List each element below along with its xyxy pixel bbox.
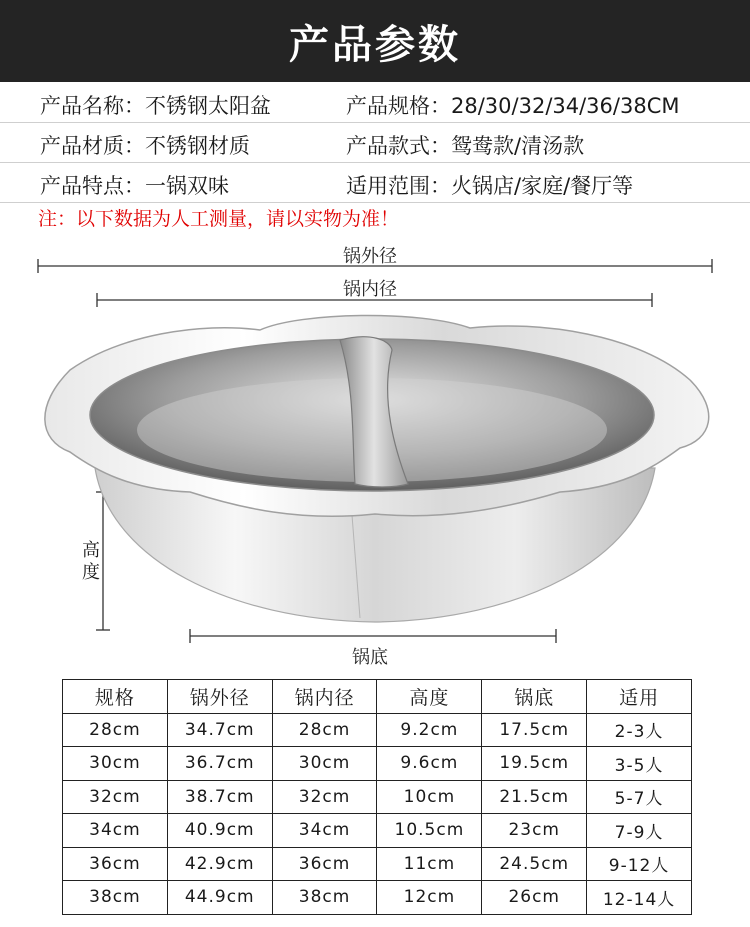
spec-material: 产品材质：不锈钢材质 [40, 134, 250, 158]
table-row [63, 780, 692, 814]
table-header: 适用 [587, 680, 692, 714]
table-header: 规格 [63, 680, 168, 714]
inner-diameter-label: 锅内径 [343, 279, 397, 300]
bottom-diameter-label: 锅底 [352, 647, 388, 668]
table-header: 锅外径 [167, 680, 272, 714]
table-cell: 28cm [272, 713, 377, 747]
table-cell: 23cm [482, 814, 587, 848]
table-cell: 34.7cm [167, 713, 272, 747]
table-row [63, 747, 692, 781]
outer-diameter-label: 锅外径 [343, 246, 397, 267]
height-line [96, 492, 110, 630]
spec-row [0, 122, 750, 163]
outer-diameter-line [38, 259, 712, 273]
table-cell: 9.6cm [377, 747, 482, 781]
table-cell: 17.5cm [482, 713, 587, 747]
table-cell: 26cm [482, 881, 587, 915]
table-cell: 12-14人 [587, 881, 692, 915]
spec-style: 产品款式：鸳鸯款/清汤款 [346, 134, 585, 158]
spec-row [0, 162, 750, 203]
table-cell: 34cm [272, 814, 377, 848]
table-cell: 24.5cm [482, 847, 587, 881]
table-header: 锅内径 [272, 680, 377, 714]
table-cell: 9-12人 [587, 847, 692, 881]
table-cell: 36cm [272, 847, 377, 881]
height-label-char: 度 [82, 562, 100, 583]
table-cell: 9.2cm [377, 713, 482, 747]
table-cell: 10cm [377, 780, 482, 814]
spec-product-size: 产品规格：28/30/32/34/36/38CM [346, 94, 680, 118]
bottom-line [190, 629, 556, 643]
table-cell: 44.9cm [167, 881, 272, 915]
table-header: 高度 [377, 680, 482, 714]
table-cell: 19.5cm [482, 747, 587, 781]
table-cell: 42.9cm [167, 847, 272, 881]
table-cell: 40.9cm [167, 814, 272, 848]
spec-row [0, 82, 750, 123]
table-cell: 30cm [63, 747, 168, 781]
spec-product-name: 产品名称：不锈钢太阳盆 [40, 94, 271, 118]
page-header [0, 0, 750, 82]
table-cell: 38cm [272, 881, 377, 915]
table-row [63, 881, 692, 915]
spec-table [62, 679, 692, 915]
table-row [63, 814, 692, 848]
table-cell: 11cm [377, 847, 482, 881]
table-cell: 12cm [377, 881, 482, 915]
table-row [63, 847, 692, 881]
table-cell: 36cm [63, 847, 168, 881]
table-cell: 38cm [63, 881, 168, 915]
table-cell: 28cm [63, 713, 168, 747]
table-cell: 2-3人 [587, 713, 692, 747]
table-cell: 36.7cm [167, 747, 272, 781]
table-cell: 38.7cm [167, 780, 272, 814]
table-cell: 7-9人 [587, 814, 692, 848]
table-cell: 21.5cm [482, 780, 587, 814]
table-cell: 32cm [272, 780, 377, 814]
table-cell: 3-5人 [587, 747, 692, 781]
hotpot-diagram [0, 240, 750, 660]
table-header: 锅底 [482, 680, 587, 714]
table-cell: 10.5cm [377, 814, 482, 848]
table-row [63, 713, 692, 747]
table-cell: 30cm [272, 747, 377, 781]
table-cell: 32cm [63, 780, 168, 814]
spec-usage: 适用范围：火锅店/家庭/餐厅等 [346, 174, 634, 198]
height-label-char: 高 [82, 540, 100, 561]
measurement-note: 注：以下数据为人工测量，请以实物为准！ [38, 208, 400, 230]
page-title: 产品参数 [289, 21, 461, 68]
spec-feature: 产品特点：一锅双味 [40, 174, 229, 198]
inner-diameter-line [97, 293, 652, 307]
table-header-row [63, 680, 692, 714]
table-cell: 5-7人 [587, 780, 692, 814]
table-cell: 34cm [63, 814, 168, 848]
